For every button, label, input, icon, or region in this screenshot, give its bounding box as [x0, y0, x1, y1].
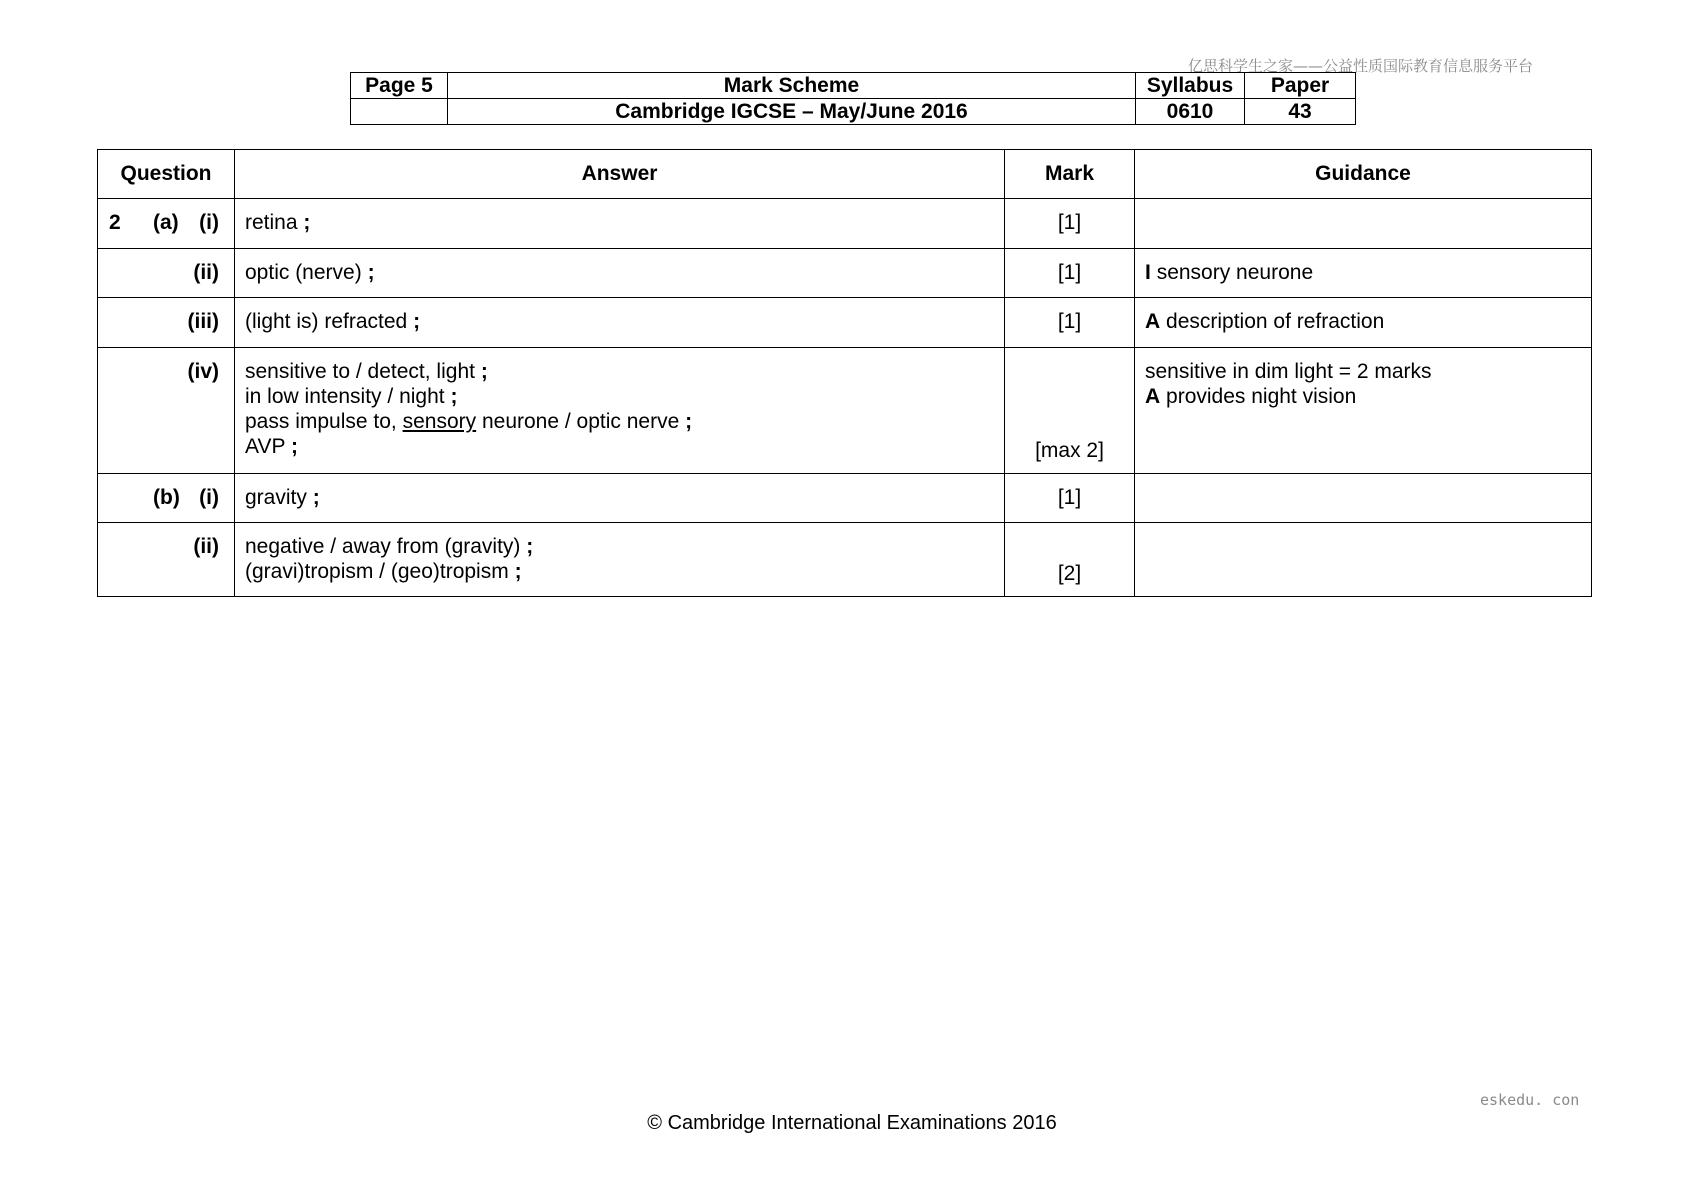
guidance-cell: [1135, 474, 1592, 523]
question-subpart: (iv): [187, 360, 219, 383]
mark-scheme-table: [97, 149, 1592, 597]
question-cell: [98, 474, 235, 523]
document-subtitle: Cambridge IGCSE – May/June 2016: [448, 99, 1136, 125]
answer-cell: retina ;: [235, 199, 1005, 249]
answer-cell: negative / away from (gravity) ; (gravi)tropism / (geo)tropism ;: [235, 523, 1005, 597]
table-row: [98, 474, 1592, 523]
copyright-footer: © Cambridge International Examinations 2016: [647, 1112, 1057, 1134]
mark-cell: [max 2]: [1005, 348, 1135, 474]
underlined-keyword: sensory: [402, 410, 477, 433]
answer-cell: sensitive to / detect, light ; in low intensity / night ; pass impulse to, sensory neurone / optic nerve ; AVP ;: [235, 348, 1005, 474]
answer-cell: gravity ;: [235, 474, 1005, 523]
question-subpart: (i): [199, 211, 219, 234]
guidance-cell: [1135, 523, 1592, 597]
page-number: Page 5: [351, 73, 448, 99]
question-subpart: (ii): [193, 535, 219, 558]
guidance-cell: A description of refraction: [1135, 298, 1592, 348]
column-header-question: Question: [98, 150, 235, 199]
column-header-mark: Mark: [1005, 150, 1135, 199]
question-part: (b): [153, 486, 180, 509]
mark-cell: [2]: [1005, 523, 1135, 597]
mark-cell: [1]: [1005, 249, 1135, 298]
question-cell: [98, 298, 235, 348]
guidance-cell: sensitive in dim light = 2 marks A provides night vision: [1135, 348, 1592, 474]
mark-cell: [1]: [1005, 298, 1135, 348]
watermark-bottom: eskedu. con: [1480, 1091, 1580, 1109]
paper-label: Paper: [1245, 73, 1356, 99]
syllabus-label: Syllabus: [1136, 73, 1245, 99]
question-cell: [98, 523, 235, 597]
document-title: Mark Scheme: [448, 73, 1136, 99]
header-empty-cell: [351, 99, 448, 125]
table-row: [98, 298, 1592, 348]
column-header-guidance: Guidance: [1135, 150, 1592, 199]
question-number: 2: [109, 211, 121, 234]
table-row: [98, 199, 1592, 249]
guidance-cell: I sensory neurone: [1135, 249, 1592, 298]
question-part: (a): [153, 211, 179, 234]
watermark-top: 亿思科学生之家——公益性质国际教育信息服务平台: [1188, 57, 1534, 75]
table-row: [98, 523, 1592, 597]
answer-cell: optic (nerve) ;: [235, 249, 1005, 298]
guidance-cell: [1135, 199, 1592, 249]
answer-cell: (light is) refracted ;: [235, 298, 1005, 348]
question-cell: [98, 348, 235, 474]
question-subpart: (iii): [187, 310, 219, 333]
question-subpart: (i): [199, 486, 219, 509]
column-header-answer: Answer: [235, 150, 1005, 199]
syllabus-code: 0610: [1136, 99, 1245, 125]
mark-cell: [1]: [1005, 474, 1135, 523]
table-row: [98, 249, 1592, 298]
question-cell: [98, 249, 235, 298]
mark-cell: [1]: [1005, 199, 1135, 249]
header-table: [350, 72, 1356, 125]
table-row: [98, 348, 1592, 474]
paper-number: 43: [1245, 99, 1356, 125]
question-subpart: (ii): [193, 261, 219, 284]
question-cell: [98, 199, 235, 249]
